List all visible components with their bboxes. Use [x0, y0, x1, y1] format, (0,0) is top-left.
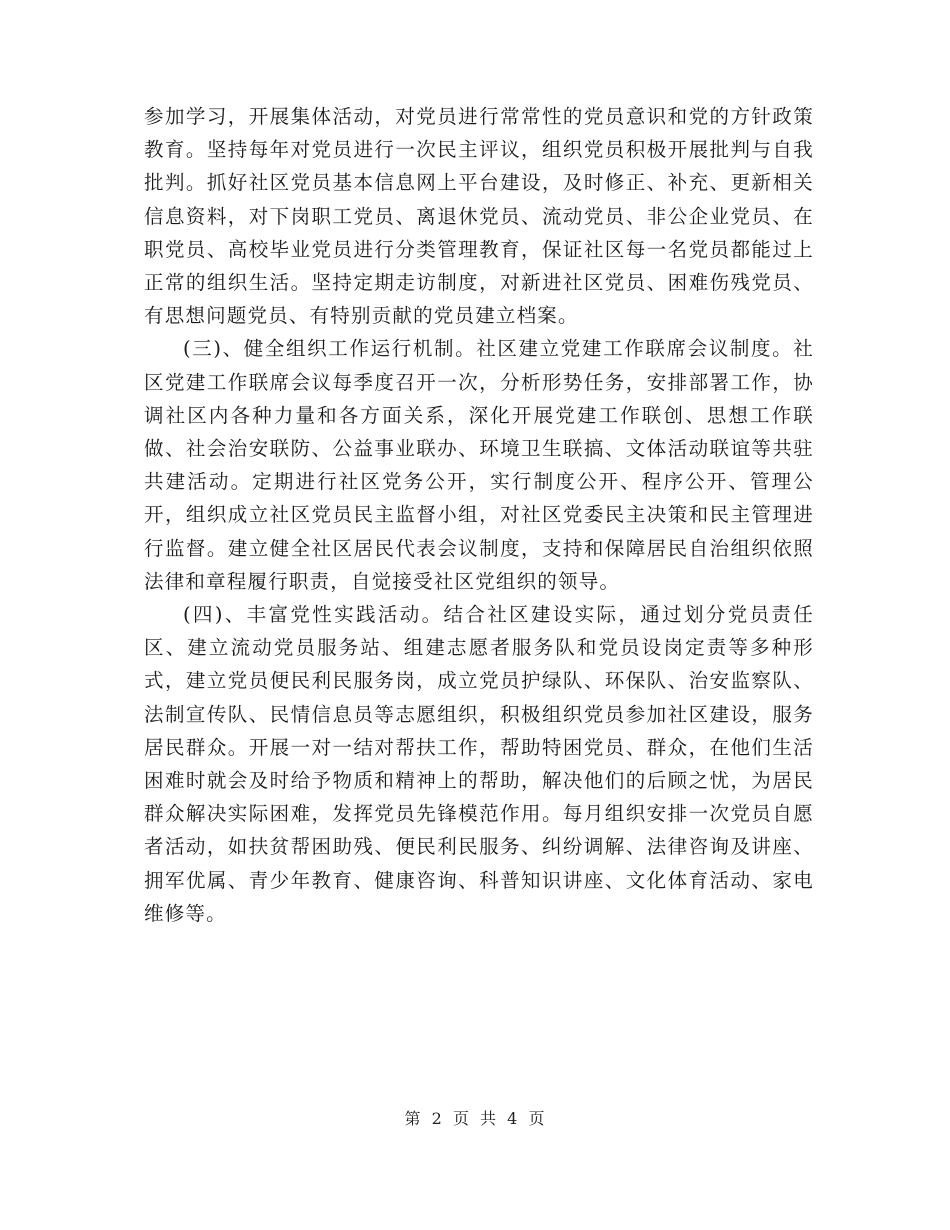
footer-page-number: 2	[431, 1109, 443, 1128]
footer-suffix: 页	[528, 1109, 546, 1128]
page-footer	[0, 1106, 950, 1129]
footer-total-pages: 4	[507, 1109, 519, 1128]
document-body	[144, 100, 814, 930]
paragraph-1: 参加学习，开展集体活动，对党员进行常常性的党员意识和党的方针政策教育。坚持每年对党员进行一次民主评议，组织党员积极开展批判与自我批判。抓好社区党员基本信息网上平台建设，及时修正、补充、更新相关信息资料，对下岗职工党员、离退休党员、流动党员、非公企业党员、在职党员、高校毕业党员进行分类管理教育，保证社区每一名党员都能过上正常的组织生活。坚持定期走访制度，对新进社区党员、困难伤残党员、有思想问题党员、有特别贡献的党员建立档案。	[144, 105, 814, 328]
footer-prefix: 第	[404, 1109, 422, 1128]
paragraph-3: (四)、丰富党性实践活动。结合社区建设实际，通过划分党员责任区、建立流动党员服务站、组建志愿者服务队和党员设岗定责等多种形式，建立党员便民利民服务岗，成立党员护绿队、环保队、治安监察队、法制宣传队、民情信息员等志愿组织，积极组织党员参加社区建设，服务居民群众。开展一对一结对帮扶工作，帮助特困党员、群众，在他们生活困难时就会及时给予物质和精神上的帮助，解决他们的后顾之忧，为居民群众解决实际困难，发挥党员先锋模范作用。每月组织安排一次党员自愿者活动，如扶贫帮困助残、便民利民服务、纠纷调解、法律咨询及讲座、拥军优属、青少年教育、健康咨询、科普知识讲座、文化体育活动、家电维修等。	[144, 603, 814, 925]
paragraph-2: (三)、健全组织工作运行机制。社区建立党建工作联席会议制度。社区党建工作联席会议每季度召开一次，分析形势任务，安排部署工作，协调社区内各种力量和各方面关系，深化开展党建工作联创、思想工作联做、社会治安联防、公益事业联办、环境卫生联搞、文体活动联谊等共驻共建活动。定期进行社区党务公开，实行制度公开、程序公开、管理公开，组织成立社区党员民主监督小组，对社区党委民主决策和民主管理进行监督。建立健全社区居民代表会议制度，支持和保障居民自治组织依照法律和章程履行职责，自觉接受社区党组织的领导。	[144, 337, 814, 593]
footer-page-word: 页	[452, 1109, 470, 1128]
footer-total-word: 共	[480, 1109, 498, 1128]
